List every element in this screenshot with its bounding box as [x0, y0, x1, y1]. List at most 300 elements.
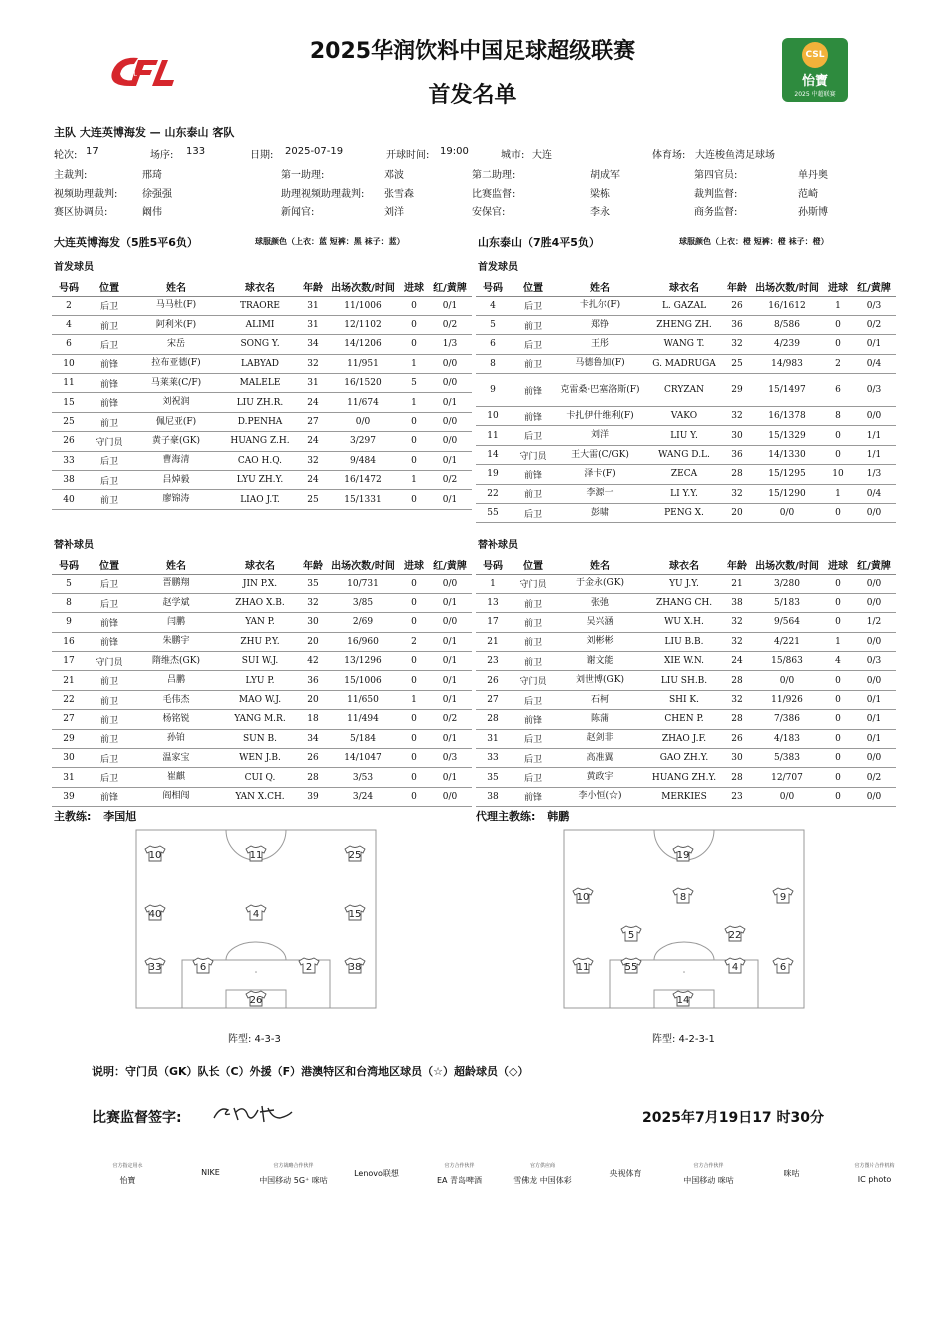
table-cell: 31 — [300, 296, 326, 315]
table-cell: 3/280 — [750, 574, 824, 593]
table-cell: 27 — [52, 710, 86, 729]
table-cell: 后卫 — [510, 768, 556, 787]
table-cell: 32 — [724, 407, 750, 426]
home-formation: 阵型: 4-3-3 — [228, 1034, 281, 1045]
table-cell: 28 — [724, 465, 750, 484]
column-header: 年龄 — [724, 278, 750, 296]
table-cell: 16/960 — [326, 632, 400, 651]
table-cell: 20 — [300, 690, 326, 709]
table-cell: 0 — [400, 613, 428, 632]
official-label: 商务监督: — [694, 207, 738, 218]
table-cell: CUI Q. — [220, 768, 300, 787]
table-cell: 后卫 — [86, 749, 132, 768]
player-shirt-icon — [725, 958, 745, 973]
column-header: 年龄 — [300, 278, 326, 296]
table-cell: 高准翼 — [556, 749, 644, 768]
official-label: 比赛监督: — [472, 189, 516, 200]
table-cell: 28 — [300, 768, 326, 787]
table-cell: 后卫 — [510, 296, 556, 315]
table-cell: 泽卡(F) — [556, 465, 644, 484]
table-cell: 36 — [300, 671, 326, 690]
player-number: 10 — [148, 850, 162, 861]
table-cell: 前卫 — [86, 710, 132, 729]
table-cell: 38 — [476, 787, 510, 806]
table-cell: 0/2 — [852, 315, 896, 334]
table-cell: 0 — [824, 671, 852, 690]
table-cell: 24 — [300, 393, 326, 412]
table-cell: 0/3 — [852, 296, 896, 315]
lineup-title: 首发名单 — [428, 83, 517, 108]
table-cell: 32 — [724, 690, 750, 709]
table-cell: 30 — [300, 613, 326, 632]
table-cell: 11 — [52, 374, 86, 393]
table-cell: 2 — [400, 632, 428, 651]
table-cell: 0 — [824, 426, 852, 445]
player-number: 4 — [252, 909, 260, 920]
table-cell: 崔麒 — [132, 768, 220, 787]
table-cell: 4 — [476, 296, 510, 315]
table-cell: 0/0 — [326, 412, 400, 431]
date-value: 2025-07-19 — [285, 146, 344, 157]
table-cell: 前锋 — [510, 374, 556, 407]
sponsor-logo — [335, 1162, 418, 1179]
table-cell: 朱鹏宇 — [132, 632, 220, 651]
column-header: 位置 — [86, 556, 132, 574]
table-cell: 0/0 — [428, 354, 472, 373]
table-cell: 0/0 — [750, 504, 824, 523]
column-header: 号码 — [476, 556, 510, 574]
table-cell: 18 — [300, 710, 326, 729]
table-cell: 黄政宇 — [556, 768, 644, 787]
table-cell: 前锋 — [86, 393, 132, 412]
official-value: 邢琦 — [142, 170, 162, 181]
table-cell: ALIMI — [220, 315, 300, 334]
table-cell: HUANG ZH.Y. — [644, 768, 724, 787]
table-cell: 6 — [52, 335, 86, 354]
table-cell: WANG T. — [644, 335, 724, 354]
table-cell: 前锋 — [510, 407, 556, 426]
table-cell: 前卫 — [86, 412, 132, 431]
table-cell: 31 — [52, 768, 86, 787]
sponsor-name: 咪咕 — [783, 1169, 800, 1178]
table-cell: 23 — [724, 787, 750, 806]
table-cell: 7/386 — [750, 710, 824, 729]
player-shirt-icon — [673, 846, 693, 861]
table-cell: 后卫 — [510, 335, 556, 354]
table-cell: 30 — [724, 749, 750, 768]
table-cell: 阿利米(F) — [132, 315, 220, 334]
venue-label: 体育场: — [652, 150, 686, 161]
table-cell: VAKO — [644, 407, 724, 426]
table-cell: 2/69 — [326, 613, 400, 632]
table-cell: 王大雷(C/GK) — [556, 445, 644, 464]
table-cell: 后卫 — [86, 296, 132, 315]
table-cell: 0 — [400, 432, 428, 451]
table-cell: 0/2 — [428, 471, 472, 490]
table-cell: 卡扎尔(F) — [556, 296, 644, 315]
table-cell: 14/1330 — [750, 445, 824, 464]
table-cell: 闫鹏 — [132, 613, 220, 632]
table-cell: 42 — [300, 652, 326, 671]
table-cell: 30 — [52, 749, 86, 768]
table-cell: 16/1472 — [326, 471, 400, 490]
column-header: 位置 — [510, 556, 556, 574]
table-cell: 16/1378 — [750, 407, 824, 426]
official-label: 视频助理裁判: — [54, 189, 118, 200]
sponsor-logo — [501, 1162, 584, 1186]
away-team-heading: 山东泰山（7胜4平5负） — [478, 236, 600, 249]
sponsor-name: Lenovo联想 — [354, 1169, 399, 1178]
table-cell: 11/951 — [326, 354, 400, 373]
table-cell: 0 — [400, 412, 428, 431]
sponsor-caption: 官方合作伙伴 — [693, 1163, 724, 1169]
sponsor-name: 中国移动 5G⁺ 咪咕 — [259, 1176, 328, 1185]
table-cell: 1/2 — [852, 613, 896, 632]
official-label: 赛区协调员: — [54, 207, 108, 218]
table-cell: 17 — [476, 613, 510, 632]
table-cell: LYU P. — [220, 671, 300, 690]
table-cell: YU J.Y. — [644, 574, 724, 593]
table-cell: 赵学斌 — [132, 593, 220, 612]
table-cell: 前卫 — [510, 652, 556, 671]
player-number: 11 — [249, 850, 263, 861]
table-cell: 32 — [724, 632, 750, 651]
table-cell: 3/24 — [326, 787, 400, 806]
table-cell: 赵剑非 — [556, 729, 644, 748]
table-cell: 28 — [476, 710, 510, 729]
table-cell: 26 — [52, 432, 86, 451]
table-cell: 0 — [824, 690, 852, 709]
player-number: 26 — [249, 995, 263, 1006]
table-cell: 6 — [476, 335, 510, 354]
table-cell: 0 — [400, 574, 428, 593]
player-number: 10 — [576, 892, 590, 903]
table-cell: 25 — [52, 412, 86, 431]
table-cell: 11/1006 — [326, 296, 400, 315]
table-cell: 后卫 — [510, 504, 556, 523]
table-cell: 0 — [824, 335, 852, 354]
column-header: 红/黄牌 — [852, 278, 896, 296]
sponsor-name: 央视体育 — [609, 1169, 642, 1178]
column-header: 红/黄牌 — [852, 556, 896, 574]
player-number: 6 — [199, 962, 207, 973]
kickoff-label: 开球时间: — [386, 150, 430, 161]
table-cell: 34 — [300, 335, 326, 354]
table-cell: 0 — [400, 490, 428, 509]
player-number: 5 — [627, 930, 635, 941]
home-kit-colors: 球服颜色（上衣：蓝 短裤：黑 袜子：蓝） — [255, 237, 405, 246]
table-cell: 0/1 — [852, 710, 896, 729]
sponsor-logo — [418, 1162, 501, 1186]
table-cell: 0/0 — [428, 613, 472, 632]
table-cell: 0/0 — [428, 432, 472, 451]
official-label: 第四官员: — [694, 170, 738, 181]
home-subs-label: 替补球员 — [54, 540, 94, 551]
table-cell: 21 — [724, 574, 750, 593]
table-cell: 0/1 — [428, 490, 472, 509]
table-cell: 31 — [300, 374, 326, 393]
svg-text:CFL: CFL — [126, 71, 137, 78]
table-cell: 9/484 — [326, 451, 400, 470]
column-header: 出场次数/时间 — [750, 556, 824, 574]
table-cell: 8/586 — [750, 315, 824, 334]
table-cell: 0/4 — [852, 354, 896, 373]
table-cell: 毛伟杰 — [132, 690, 220, 709]
legend-note: 说明：守门员（GK）队长（C）外援（F）港澳特区和台湾地区球员（☆）超龄球员（◇） — [92, 1065, 529, 1078]
player-number: 40 — [148, 909, 162, 920]
column-header: 年龄 — [300, 556, 326, 574]
table-cell: SONG Y. — [220, 335, 300, 354]
table-cell: 3/297 — [326, 432, 400, 451]
column-header: 号码 — [52, 278, 86, 296]
sponsor-caption: 官方指定用水 — [112, 1163, 143, 1169]
table-cell: CAO H.Q. — [220, 451, 300, 470]
table-cell: 0/0 — [852, 787, 896, 806]
table-cell: 0/3 — [852, 652, 896, 671]
official-value: 刘洋 — [384, 207, 404, 218]
sponsor-logo — [584, 1162, 667, 1179]
table-cell: 24 — [300, 432, 326, 451]
table-cell: 0/1 — [428, 690, 472, 709]
table-cell: 35 — [476, 768, 510, 787]
column-header: 出场次数/时间 — [326, 556, 400, 574]
player-number: 8 — [679, 892, 687, 903]
table-cell: 17 — [52, 652, 86, 671]
table-cell: 40 — [52, 490, 86, 509]
player-number: 14 — [676, 995, 690, 1006]
away-subs-label: 替补球员 — [478, 540, 518, 551]
table-cell: 前卫 — [510, 632, 556, 651]
table-cell: 拉布亚德(F) — [132, 354, 220, 373]
official-label: 裁判监督: — [694, 189, 738, 200]
player-number: 4 — [731, 962, 739, 973]
table-cell: 1 — [400, 354, 428, 373]
table-cell: 0 — [400, 335, 428, 354]
sponsor-name: 雪佛龙 中国体彩 — [513, 1176, 572, 1185]
table-cell: SUI W.J. — [220, 652, 300, 671]
table-cell: 1 — [400, 471, 428, 490]
table-cell: 32 — [300, 354, 326, 373]
table-cell: 19 — [476, 465, 510, 484]
table-cell: 0/1 — [428, 671, 472, 690]
official-value: 梁栋 — [590, 189, 610, 200]
table-cell: 26 — [300, 749, 326, 768]
home-team-heading: 大连英博海发（5胜5平6负） — [54, 236, 198, 249]
table-cell: 11 — [476, 426, 510, 445]
table-cell: 杨铭锐 — [132, 710, 220, 729]
table-cell: 0 — [400, 652, 428, 671]
table-cell: CRYZAN — [644, 374, 724, 407]
table-cell: 前卫 — [510, 354, 556, 373]
table-cell: 15/1329 — [750, 426, 824, 445]
table-cell: 20 — [300, 632, 326, 651]
sponsor-caption: 官方供应商 — [529, 1163, 555, 1169]
table-cell: 守门员 — [86, 432, 132, 451]
table-cell: 0/0 — [852, 632, 896, 651]
sponsor-name: 怡寶 — [119, 1176, 136, 1185]
table-cell: XIE W.N. — [644, 652, 724, 671]
teams-line: 主队 大连英博海发 — 山东泰山 客队 — [54, 126, 235, 139]
table-cell: 0 — [400, 729, 428, 748]
table-cell: 前卫 — [86, 490, 132, 509]
column-header: 姓名 — [132, 278, 220, 296]
table-cell: 15/863 — [750, 652, 824, 671]
column-header: 年龄 — [724, 556, 750, 574]
kickoff-value: 19:00 — [440, 146, 469, 157]
table-cell: ZHENG ZH. — [644, 315, 724, 334]
table-cell: 11/674 — [326, 393, 400, 412]
table-cell: 刘世博(GK) — [556, 671, 644, 690]
player-number: 25 — [348, 850, 362, 861]
table-cell: 孙铂 — [132, 729, 220, 748]
table-cell: 前卫 — [86, 671, 132, 690]
table-cell: 前卫 — [510, 484, 556, 503]
table-cell: 38 — [724, 593, 750, 612]
table-cell: 10 — [824, 465, 852, 484]
table-cell: 0/0 — [852, 671, 896, 690]
table-cell: 0/0 — [428, 412, 472, 431]
referee-signature — [208, 1100, 298, 1128]
official-value: 阚伟 — [142, 207, 162, 218]
table-cell: 15/1295 — [750, 465, 824, 484]
table-cell: 温家宝 — [132, 749, 220, 768]
table-cell: 0 — [400, 315, 428, 334]
table-cell: 2 — [824, 354, 852, 373]
table-cell: 0/0 — [852, 407, 896, 426]
table-cell: 32 — [724, 613, 750, 632]
table-cell: 33 — [476, 749, 510, 768]
player-number: 55 — [624, 962, 638, 973]
table-cell: 5/383 — [750, 749, 824, 768]
official-value: 孙斯博 — [798, 207, 828, 218]
sponsor-caption: 官方合作伙伴 — [444, 1163, 475, 1169]
table-cell: 0 — [400, 593, 428, 612]
table-cell: 前卫 — [510, 613, 556, 632]
table-cell: ZHAO J.F. — [644, 729, 724, 748]
table-cell: 0/1 — [428, 451, 472, 470]
column-header: 进球 — [824, 278, 852, 296]
table-cell: 8 — [476, 354, 510, 373]
sponsor-logo — [169, 1162, 252, 1177]
table-cell: 0 — [400, 671, 428, 690]
table-cell: 5/184 — [326, 729, 400, 748]
city-label: 城市: — [501, 150, 525, 161]
table-cell: 36 — [724, 315, 750, 334]
home-coach-name: 李国旭 — [103, 810, 137, 823]
table-cell: 0/0 — [428, 374, 472, 393]
table-cell: 0/0 — [750, 671, 824, 690]
table-cell: G. MADRUGA — [644, 354, 724, 373]
table-cell: 16 — [52, 632, 86, 651]
table-cell: 12/707 — [750, 768, 824, 787]
table-cell: 1 — [824, 632, 852, 651]
table-cell: 后卫 — [86, 451, 132, 470]
city-value: 大连 — [532, 150, 552, 161]
table-cell: LIU SH.B. — [644, 671, 724, 690]
table-cell: 28 — [724, 768, 750, 787]
table-cell: 0/0 — [852, 749, 896, 768]
table-cell: 55 — [476, 504, 510, 523]
official-value: 范崎 — [798, 189, 818, 200]
sponsor-logo — [86, 1162, 169, 1186]
table-cell: 0 — [400, 710, 428, 729]
table-cell: 郑铮 — [556, 315, 644, 334]
table-cell: 前卫 — [86, 690, 132, 709]
table-cell: 26 — [724, 729, 750, 748]
table-cell: 5 — [52, 574, 86, 593]
date-label: 日期: — [250, 150, 274, 161]
table-cell: 1/3 — [852, 465, 896, 484]
table-cell: 0 — [400, 749, 428, 768]
table-cell: 35 — [300, 574, 326, 593]
table-cell: 李小恒(☆) — [556, 787, 644, 806]
player-number: 33 — [148, 962, 162, 973]
table-cell: 后卫 — [86, 335, 132, 354]
table-cell: LIU Y. — [644, 426, 724, 445]
table-cell: 0 — [824, 710, 852, 729]
sponsor-logo — [667, 1162, 750, 1186]
csl-brand: 怡寶 — [801, 74, 828, 89]
home-starters-label: 首发球员 — [54, 262, 94, 273]
table-cell: 10 — [476, 407, 510, 426]
table-cell: 晋鹏翔 — [132, 574, 220, 593]
player-number: 19 — [676, 850, 690, 861]
table-cell: 12/1102 — [326, 315, 400, 334]
table-cell: 32 — [300, 593, 326, 612]
column-header: 姓名 — [556, 278, 644, 296]
table-cell: LIAO J.T. — [220, 490, 300, 509]
official-value: 胡成军 — [590, 170, 620, 181]
table-cell: 36 — [724, 445, 750, 464]
table-cell: 吕鹏 — [132, 671, 220, 690]
table-cell: 5 — [400, 374, 428, 393]
table-cell: 0/1 — [428, 296, 472, 315]
table-cell: 后卫 — [510, 749, 556, 768]
table-cell: 0/1 — [428, 652, 472, 671]
table-cell: YAN P. — [220, 613, 300, 632]
sponsor-caption: 官方战略合作伙伴 — [273, 1163, 314, 1169]
table-cell: 0/1 — [852, 690, 896, 709]
table-cell: GAO ZH.Y. — [644, 749, 724, 768]
player-number: 2 — [305, 962, 313, 973]
table-cell: 14/1047 — [326, 749, 400, 768]
table-cell: 马马杜(F) — [132, 296, 220, 315]
table-cell: 1 — [400, 393, 428, 412]
official-value: 单丹奥 — [798, 170, 828, 181]
table-cell: 14 — [476, 445, 510, 464]
table-cell: WANG D.L. — [644, 445, 724, 464]
table-cell: 15/1331 — [326, 490, 400, 509]
table-cell: 21 — [476, 632, 510, 651]
column-header: 红/黄牌 — [428, 278, 472, 296]
table-cell: 0/2 — [428, 710, 472, 729]
official-label: 安保官: — [472, 207, 506, 218]
table-cell: 4 — [824, 652, 852, 671]
table-cell: 4/239 — [750, 335, 824, 354]
column-header: 红/黄牌 — [428, 556, 472, 574]
table-cell: 10 — [52, 354, 86, 373]
table-cell: 2 — [52, 296, 86, 315]
table-cell: 1 — [824, 296, 852, 315]
table-cell: WU X.H. — [644, 613, 724, 632]
table-cell: 1/1 — [852, 445, 896, 464]
table-cell: 黄子豪(GK) — [132, 432, 220, 451]
table-cell: WEN J.B. — [220, 749, 300, 768]
table-cell: 0 — [824, 445, 852, 464]
csl-ring-icon: CSL — [802, 42, 828, 68]
table-cell: 16/1520 — [326, 374, 400, 393]
table-cell: HUANG Z.H. — [220, 432, 300, 451]
